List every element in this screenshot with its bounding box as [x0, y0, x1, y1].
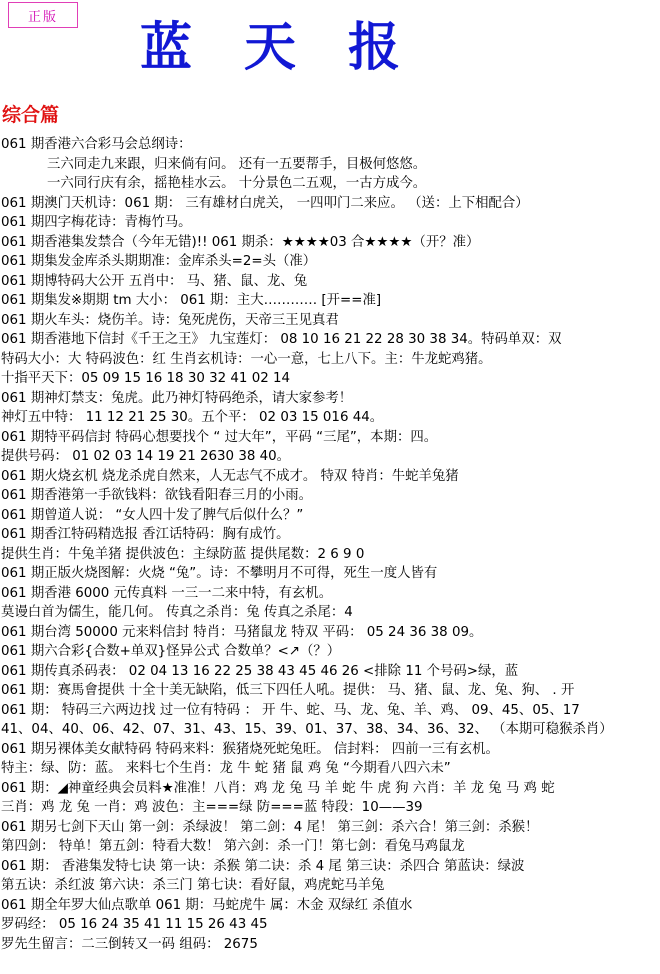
- text-line: 061 期集发※期期 tm 大小： 061 期：主大………… [开==准]: [1, 293, 382, 308]
- content-body: [1, 135, 659, 954]
- text-line: 神灯五中特： 11 12 21 25 30。五个平： 02 03 15 016 44。: [1, 410, 384, 425]
- text-line: 061 期六合彩{合数+单双}怪异公式 合数单？<↗（？）: [1, 644, 341, 659]
- text-line: 061 期四字梅花诗：青梅竹马。: [1, 215, 192, 230]
- section-title: 综合篇: [2, 104, 60, 126]
- text-line: 罗码经： 05 16 24 35 41 11 15 26 43 45: [1, 917, 268, 932]
- text-line: 061 期香港六合彩马会总纲诗：: [1, 137, 192, 152]
- text-line: 061 期： 香港集发特七诀 第一诀：杀猴 第二诀：杀 4 尾 第三诀：杀四合 第蓝诀：绿波: [1, 858, 525, 874]
- text-line: 十指平天下：05 09 15 16 18 30 32 41 02 14: [1, 371, 291, 386]
- text-line: 061 期台湾 50000 元来料信封 特肖：马猪鼠龙 特双 平码： 05 24 36 38 09。: [1, 624, 483, 640]
- text-line: 061 期香港 6000 元传真料 一三一二来中特，有玄机。: [1, 585, 333, 601]
- text-line: 罗先生留言：二三倒转又一码 组码： 2675: [1, 936, 258, 952]
- text-line: 061 期香江特码精选报 香江话特码：胸有成竹。: [1, 527, 290, 542]
- text-line: 061 期：◢神童经典会员料★准准！八肖：鸡 龙 兔 马 羊 蛇 牛 虎 狗 六肖：羊 龙 兔 马 鸡 蛇: [1, 780, 555, 796]
- text-line: 莫谩白首为儒生，能几何。 传真之杀肖：兔 传真之杀尾：4: [1, 605, 353, 620]
- text-line: 061 期：赛馬會提供 十全十美无缺陷，低三下四任人吼。提供： 马、猪、鼠、龙、兔、狗、 . 开: [1, 683, 575, 698]
- text-line: 061 期神灯禁支：兔虎。此乃神灯特码绝杀，请大家参考！: [1, 390, 353, 406]
- text-line: 061 期澳门天机诗：061 期： 三有雄材白虎关， 一四叩门二来应。 （送：上下相配合）: [1, 195, 529, 211]
- text-line: 061 期火烧玄机 烧龙杀虎自然来，人无志气不成才。 特双 特肖：牛蛇羊兔猪: [1, 468, 459, 484]
- text-line: 061 期香港第一手欲钱料：欲钱看阳春三月的小雨。: [1, 488, 313, 503]
- text-line: 三六同走九来跟，归来倘有问。 还有一五要帮手，目极何悠悠。: [47, 156, 427, 172]
- text-line: 41、04、40、06、42、07、31、43、15、39、01、37、38、34、36、32、 （本期可稳猴杀肖）: [1, 722, 613, 737]
- text-line: 一六同行庆有余，摇艳桂水云。 十分景色二五观，一古方成今。: [47, 176, 427, 191]
- text-line: 061 期曾道人说： “女人四十发了脾气后似什么？”: [1, 507, 304, 523]
- text-line: 061 期正版火烧图解：火烧 “兔”。诗：不攀明月不可得，死生一度人皆有: [1, 566, 438, 581]
- edition-badge: 正版: [8, 2, 78, 28]
- text-line: 061 期特平码信封 特码心想要找个 “ 过大年”，平码 “三尾”，本期：四。: [1, 429, 438, 445]
- text-line: 061 期集发金库杀头期期准：金库杀头=2=头（准）: [1, 254, 317, 269]
- text-line: 061 期香港地下信封《千王之王》 九宝莲灯： 08 10 16 21 22 28 30 38 34。特码单双：双: [1, 332, 562, 347]
- text-line: 三肖：鸡 龙 兔 一肖：鸡 波色：主===绿 防===蓝 特段：10——39: [1, 800, 423, 815]
- text-line: 061 期： 特码三六两边找 过一位有特码 ： 开 牛、蛇、马、龙、兔、羊、鸡、 09、45、05、17: [1, 702, 580, 718]
- text-line: 061 期火车头：烧伤羊。诗：兔死虎伤，天帝三王见真君: [1, 312, 339, 328]
- text-line: 第四剑： 特单！第五剑：特看大数！ 第六剑：杀一门！第七剑：看兔马鸡鼠龙: [1, 839, 465, 854]
- text-line: 提供号码： 01 02 03 14 19 21 2630 38 40。: [1, 449, 291, 464]
- text-line: 061 期博特码大公开 五肖中： 马、猪、鼠、龙、兔: [1, 273, 308, 289]
- text-line: 特主：绿、防：蓝。 来料七个生肖：龙 牛 蛇 猪 鼠 鸡 兔 “今期看八四六未”: [1, 761, 451, 776]
- page-title: 蓝天报: [140, 17, 453, 78]
- text-line: 特码大小：大 特码波色：红 生肖玄机诗：一心一意，七上八下。主：牛龙蛇鸡猪。: [1, 351, 492, 367]
- text-line: 提供生肖：牛兔羊猪 提供波色：主绿防蓝 提供尾数：2 6 9 0: [1, 546, 365, 562]
- text-line: 061 期另裸体美女献特码 特码来料：猴猪烧死蛇兔旺。 信封料： 四前一三有玄机。: [1, 741, 499, 757]
- text-line: 061 期另七剑下天山 第一剑：杀绿波！ 第二剑：4 尾！ 第三剑：杀六合！第三剑：杀猴！: [1, 819, 539, 835]
- text-line: 061 期全年罗大仙点歌单 061 期：马蛇虎牛 属：木金 双绿红 杀值水: [1, 897, 413, 913]
- text-line: 第五诀：杀红波 第六诀：杀三门 第七诀：看好鼠，鸡虎蛇马羊兔: [1, 878, 385, 893]
- text-line: 061 期传真杀码表： 02 04 13 16 22 25 38 43 45 46 26 <排除 11 个号码>绿，蓝: [1, 663, 519, 679]
- text-line: 061 期香港集发禁合（今年无错)!! 061 期杀：★★★★03 合★★★★（开？准）: [1, 234, 480, 250]
